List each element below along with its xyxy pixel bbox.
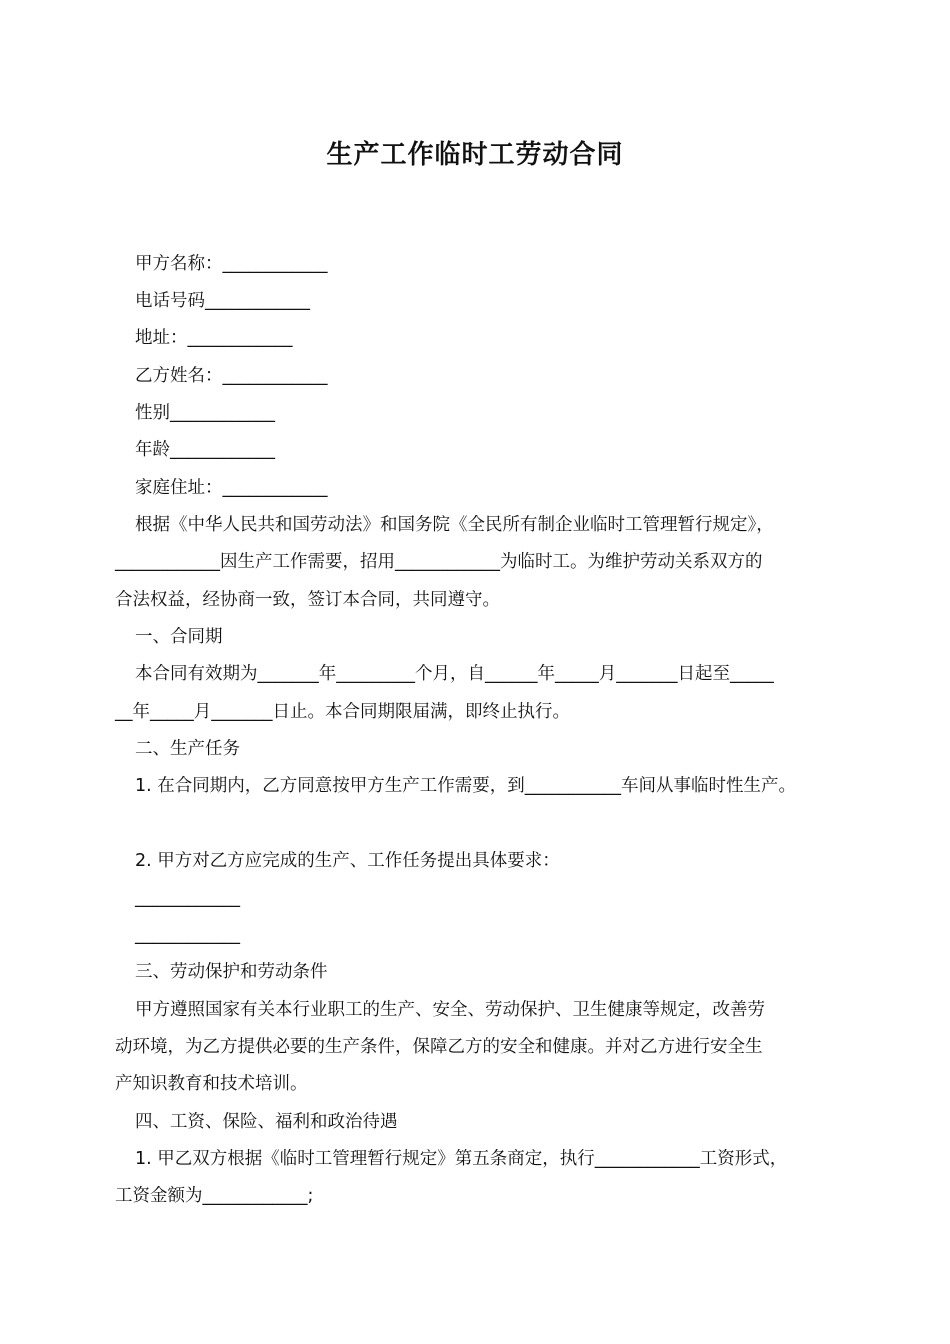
- age-field: 年龄____________: [135, 440, 275, 460]
- document-title: 生产工作临时工劳动合同: [326, 140, 624, 170]
- home-address-field: 家庭住址：____________: [135, 478, 328, 498]
- preamble-line: 合法权益，经协商一致，签订本合同，共同遵守。: [115, 590, 500, 610]
- blank-line: ____________: [135, 925, 240, 945]
- section-heading: 一、合同期: [135, 627, 223, 647]
- party-b-name-field: 乙方姓名：____________: [135, 366, 328, 386]
- paragraph-line: 动环境，为乙方提供必要的生产条件，保障乙方的安全和健康。并对乙方进行安全生: [115, 1037, 763, 1057]
- preamble-line: 根据《中华人民共和国劳动法》和国务院《全民所有制企业临时工管理暂行规定》，: [135, 515, 774, 535]
- phone-field: 电话号码____________: [135, 291, 310, 311]
- paragraph-line: 1. 在合同期内，乙方同意按甲方生产工作需要，到___________车间从事临时性生产。: [135, 776, 797, 796]
- section-heading: 四、工资、保险、福利和政治待遇: [135, 1112, 398, 1132]
- blank-line: ____________: [135, 888, 240, 908]
- paragraph-line: 本合同有效期为_______年_________个月，自______年_____月_______日起至_____: [135, 664, 774, 684]
- paragraph-line: 工资金额为____________;: [115, 1186, 314, 1206]
- paragraph-line: 甲方遵照国家有关本行业职工的生产、安全、劳动保护、卫生健康等规定，改善劳: [135, 1000, 765, 1020]
- paragraph-line: 1. 甲乙双方根据《临时工管理暂行规定》第五条商定，执行____________工资形式，: [135, 1149, 788, 1169]
- section-heading: 二、生产任务: [135, 739, 240, 759]
- paragraph-line: 产知识教育和技术培训。: [115, 1074, 308, 1094]
- section-heading: 三、劳动保护和劳动条件: [135, 962, 328, 982]
- address-field: 地址：____________: [135, 328, 293, 348]
- preamble-line: ____________因生产工作需要，招用____________为临时工。为维护劳动关系双方的: [115, 552, 763, 572]
- gender-field: 性别____________: [135, 403, 275, 423]
- paragraph-line: __年_____月_______日止。本合同期限届满，即终止执行。: [115, 702, 570, 722]
- paragraph-line: 2. 甲方对乙方应完成的生产、工作任务提出具体要求：: [135, 851, 560, 871]
- party-a-name-field: 甲方名称：____________: [135, 254, 328, 274]
